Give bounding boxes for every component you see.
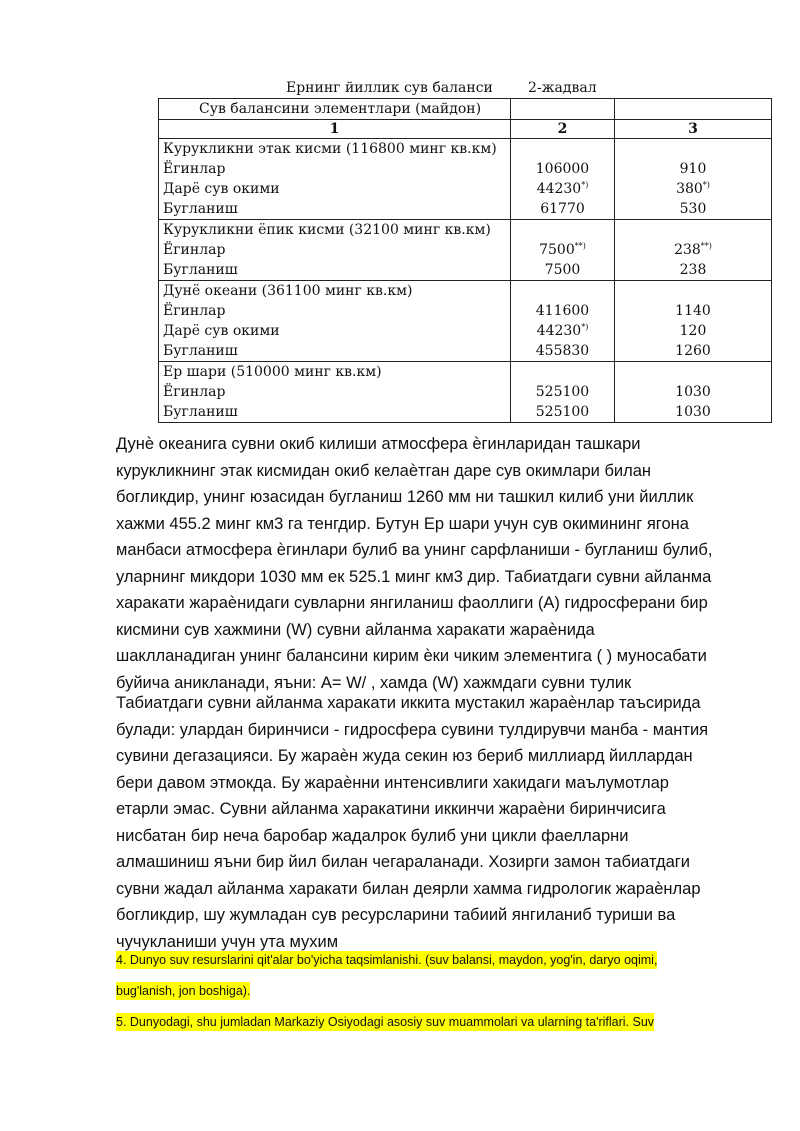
footnote-mark: **) [700,241,712,251]
value-cell: 120 [679,323,707,339]
value-cell: 455830 [535,343,590,359]
value-cell: 7500 [544,262,581,278]
row-label: Дарё сув окими [163,181,280,197]
table-group [159,220,772,281]
value-cell: 525100 [535,404,590,420]
table-caption [158,80,600,98]
highlighted-line: 4. Dunyo suv resurslarini qit'alar bo'yicha taqsimlanishi. (suv balansi, maydon, yog'in, daryo oqimi, [116,953,658,967]
table-header-empty [615,99,772,120]
value-cell: 1030 [675,384,711,400]
column-number: 2 [511,120,615,139]
row-label: Ёгинлар [163,384,226,400]
row-label: Ёгинлар [163,161,226,177]
footnote-mark: *) [581,180,589,190]
table-header-cell: Сув балансини элементлари (майдон) [159,99,511,120]
highlighted-line: bug'lanish, jon boshiga). [116,984,251,998]
value-cell: 380*) [676,180,710,197]
row-label: Дарё сув окими [163,323,280,339]
body-paragraph-1: Дунѐ океанига сувни окиб килиши атмосфера ѐгинларидан ташкари курукликнинг этак кисмидан окиб келаѐтган даре сув окимлари билан богликдир, унинг юзасидан бугланиш 1260 мм ни ташкил килиб уни йиллик хажми 455.2 минг км3 га тенгдир. Бутун Ер шари учун сув окимининг ягона манбаси атмосфера ѐгинлари булиб ва унинг сарфланиши - бугланиш булиб, уларнинг микдори 1030 мм ек 525.1 минг км3 дир. Табиатдаги сувни айланма харакати жараѐнидаги сувларни янгиланиш фаоллиги (А) гидросферани бир кисмини сув хажмини (W) сувни айланма харакати жараѐнида шаклланадиган унинг балансини кирим ѐки чиким элементига ( ) муносабати буйича аникланади, яъни: А= W/ , хамда (W) хажмдаги сувни тулик [116,435,713,692]
row-label: Ёгинлар [163,303,226,319]
value-cell: 1140 [675,303,711,319]
value-cell: 411600 [535,303,590,319]
group-title: Курукликни ёпик кисми (32100 минг кв.км) [163,222,491,238]
row-label: Бугланиш [163,404,238,420]
value-cell: 106000 [535,161,590,177]
table-group [159,362,772,423]
table-group [159,281,772,362]
group-title: Курукликни этак кисми (116800 минг кв.км) [163,141,497,157]
group-title: Ер шари (510000 минг кв.км) [163,364,382,380]
table-header-empty [511,99,615,120]
value-cell: 910 [679,161,707,177]
value-cell: 44230*) [536,322,589,339]
body-paragraph-2: Табиатдаги сувни айланма харакати иккита мустакил жараѐнлар таъсирида булади: улардан биринчиси - гидросфера сувини тулдирувчи манба - мантия сувини дегазацияси. Бу жараѐн жуда секин юз бериб миллиард йиллардан бери давом этмокда. Бу жараѐнни интенсивлиги хакидаги маълумотлар етарли эмас. Сувни айланма харакатини иккинчи жараѐни биринчисига нисбатан бир неча баробар жадалрок булиб уни цикли фаелларни алмашиниш яъни бир йил билан чегараланади. Хозирги замон табиатдаги сувни жадал айланма харакати билан деярли хамма гидрологик жараѐнлар богликдир, шу жумладан сув ресурсларини табиий янгиланиб туриши ва чучукланиши учун ута мухим [116,694,709,951]
footnote-mark: **) [574,241,586,251]
column-number: 3 [615,120,772,139]
row-label: Бугланиш [163,343,238,359]
row-label: Ёгинлар [163,242,226,258]
water-balance-table [158,98,772,423]
table-header-row [159,99,772,120]
value-cell: 238 [679,262,707,278]
footnote-mark: *) [702,180,710,190]
table-title: Ернинг йиллик сув баланси [286,80,493,96]
value-cell: 530 [679,201,707,217]
value-cell: 7500**) [539,241,586,258]
value-cell: 44230*) [536,180,589,197]
table-number: 2-жадвал [528,80,597,96]
value-cell: 1260 [675,343,711,359]
value-cell: 238**) [674,241,712,258]
column-number-row [159,120,772,139]
highlighted-line: 5. Dunyodagi, shu jumladan Markaziy Osiyodagi asosiy suv muammolari va ularning ta'riflari. Suv [116,1015,655,1029]
table-group [159,139,772,220]
footnote-mark: *) [581,322,589,332]
value-cell: 61770 [540,201,585,217]
value-cell: 1030 [675,404,711,420]
value-cell: 525100 [535,384,590,400]
group-title: Дунё океани (361100 минг кв.км) [163,283,413,299]
column-number: 1 [159,120,511,139]
row-label: Бугланиш [163,262,238,278]
row-label: Бугланиш [163,201,238,217]
